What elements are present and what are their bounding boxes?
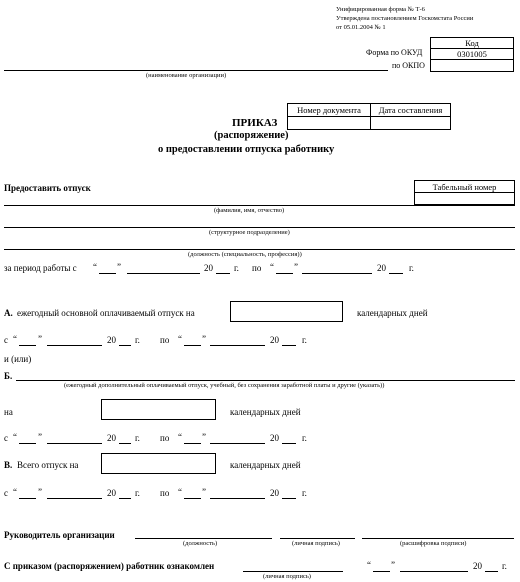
ack-year-suffix: г. (502, 561, 507, 571)
head-signature-line[interactable] (280, 538, 355, 539)
approved-line: Утверждена постановлением Госкомстата России (336, 15, 474, 22)
head-position-line[interactable] (135, 538, 272, 539)
head-decoding-line[interactable] (362, 538, 514, 539)
section-b-from-year-suffix: г. (135, 433, 140, 443)
ack-year-prefix: 20 (473, 561, 482, 571)
section-v-from-quote-close: ” (38, 487, 42, 497)
doc-number-label: Номер документа (297, 105, 361, 115)
order-title: ПРИКАЗ (232, 117, 278, 129)
head-decoding-caption: (расшифровка подписи) (400, 540, 467, 547)
organization-line[interactable] (4, 70, 388, 71)
section-v-to-label: по (160, 488, 170, 498)
head-of-organization-label: Руководитель организации (4, 530, 115, 540)
period-from-month-line[interactable] (127, 273, 200, 274)
section-a-to-quote-close: ” (202, 334, 206, 344)
code-label: Код (465, 38, 479, 48)
period-to-label: по (252, 263, 262, 273)
section-a-from-quote-close: ” (38, 334, 42, 344)
doc-date-field[interactable] (370, 116, 451, 130)
fio-caption: (фамилия, имя, отчество) (214, 207, 285, 214)
section-b-from-label: с (4, 433, 8, 443)
section-a-to-quote-open: “ (178, 334, 182, 344)
doc-date-label: Дата составления (378, 105, 443, 115)
section-b-leave-type-line[interactable] (16, 380, 515, 381)
period-to-year-prefix: 20 (377, 263, 386, 273)
section-v-from-month-line[interactable] (47, 498, 102, 499)
section-v-to-year-prefix: 20 (270, 488, 279, 498)
section-v-days-label: календарных дней (230, 460, 301, 470)
period-to-month-line[interactable] (302, 273, 372, 274)
section-b-days-label: календарных дней (230, 407, 301, 417)
ack-month-line[interactable] (400, 571, 468, 572)
fio-line[interactable] (4, 205, 515, 206)
section-v-to-quote-close: ” (202, 487, 206, 497)
okpo-cell[interactable] (430, 59, 514, 72)
section-a-days-box[interactable] (230, 301, 343, 322)
doc-number-header (287, 103, 371, 117)
work-period-label: за период работы с (4, 263, 77, 273)
okud-value: 0301005 (457, 49, 487, 59)
section-v-to-day-line[interactable] (184, 498, 201, 499)
period-to-year-suffix: г. (409, 263, 414, 273)
head-signature-caption: (личная подпись) (292, 540, 340, 547)
section-v-from-quote-open: “ (13, 487, 17, 497)
section-v-from-year-line[interactable] (119, 498, 131, 499)
section-v-from-label: с (4, 488, 8, 498)
head-position-caption: (должность) (183, 540, 218, 547)
order-subtitle: (распоряжение) (214, 130, 289, 141)
section-a-from-day-line[interactable] (19, 345, 36, 346)
period-from-year-prefix: 20 (204, 263, 213, 273)
position-line[interactable] (4, 249, 515, 250)
section-b-from-quote-close: ” (38, 432, 42, 442)
okpo-label: по ОКПО (392, 61, 425, 70)
section-b-label: Б. (4, 371, 13, 381)
section-a-from-year-prefix: 20 (107, 335, 116, 345)
section-v-text: Всего отпуск на (17, 460, 79, 470)
section-b-days-box[interactable] (101, 399, 216, 420)
section-v-to-year-suffix: г. (302, 488, 307, 498)
grant-leave-label: Предоставить отпуск (4, 183, 91, 193)
period-from-year-line[interactable] (216, 273, 230, 274)
tab-number-field[interactable] (414, 192, 515, 205)
section-b-from-year-line[interactable] (119, 443, 131, 444)
ack-year-line[interactable] (485, 571, 498, 572)
section-v-to-quote-open: “ (178, 487, 182, 497)
section-b-to-quote-close: ” (202, 432, 206, 442)
ack-quote-open: “ (367, 560, 371, 570)
section-a-text: ежегодный основной оплачиваемый отпуск на (17, 308, 195, 318)
section-b-to-year-prefix: 20 (270, 433, 279, 443)
section-v-from-day-line[interactable] (19, 498, 36, 499)
section-b-from-day-line[interactable] (19, 443, 36, 444)
section-a-from-year-suffix: г. (135, 335, 140, 345)
period-from-year-suffix: г. (234, 263, 239, 273)
section-b-caption: (ежегодный дополнительный оплачиваемый отпуск, учебный, без сохранения заработной платы и другие (указать)) (64, 382, 385, 389)
period-from-day-line[interactable] (99, 273, 116, 274)
period-to-year-line[interactable] (389, 273, 403, 274)
section-b-to-label: по (160, 433, 170, 443)
department-line[interactable] (4, 227, 515, 228)
section-b-from-month-line[interactable] (47, 443, 102, 444)
section-a-from-month-line[interactable] (47, 345, 102, 346)
position-caption: (должность (специальность, профессия)) (188, 251, 302, 258)
section-b-to-day-line[interactable] (184, 443, 201, 444)
section-b-to-year-suffix: г. (302, 433, 307, 443)
section-b-from-year-prefix: 20 (107, 433, 116, 443)
section-a-to-year-line[interactable] (282, 345, 296, 346)
ack-day-line[interactable] (373, 571, 390, 572)
section-b-from-quote-open: “ (13, 432, 17, 442)
organization-caption: (наименование организации) (146, 72, 227, 79)
decree-date-line: от 05.01.2004 № 1 (336, 24, 386, 31)
section-v-to-year-line[interactable] (282, 498, 296, 499)
section-a-to-year-suffix: г. (302, 335, 307, 345)
period-to-quote-open: “ (270, 262, 274, 272)
department-caption: (структурное подразделение) (209, 229, 290, 236)
acquainted-label: С приказом (распоряжением) работник ознакомлен (4, 561, 215, 571)
section-v-days-box[interactable] (101, 453, 216, 474)
section-v-from-year-suffix: г. (135, 488, 140, 498)
employee-signature-line[interactable] (243, 571, 343, 572)
section-a-to-year-prefix: 20 (270, 335, 279, 345)
section-a-to-month-line[interactable] (210, 345, 265, 346)
section-a-label: А. (4, 308, 13, 318)
and-or-label: и (или) (4, 354, 32, 364)
period-to-day-line[interactable] (276, 273, 293, 274)
section-a-from-quote-open: “ (13, 334, 17, 344)
doc-number-field[interactable] (287, 116, 371, 130)
section-a-from-label: с (4, 335, 8, 345)
section-v-from-year-prefix: 20 (107, 488, 116, 498)
section-b-to-quote-open: “ (178, 432, 182, 442)
section-b-to-year-line[interactable] (282, 443, 296, 444)
section-v-label: В. (4, 460, 13, 470)
period-from-quote-open: “ (93, 262, 97, 272)
okud-label: Форма по ОКУД (366, 48, 423, 57)
section-a-to-day-line[interactable] (184, 345, 201, 346)
section-a-to-label: по (160, 335, 170, 345)
order-purpose: о предоставлении отпуска работнику (158, 144, 335, 155)
tab-number-label: Табельный номер (432, 181, 497, 192)
section-a-days-label: календарных дней (357, 308, 428, 318)
ack-quote-close: ” (391, 560, 395, 570)
section-a-from-year-line[interactable] (119, 345, 131, 346)
doc-date-header (370, 103, 451, 117)
section-b-on-label: на (4, 407, 13, 417)
employee-signature-caption: (личная подпись) (263, 573, 311, 580)
form-code-line: Унифицированная форма № Т-6 (336, 6, 425, 13)
period-to-quote-close: ” (294, 262, 298, 272)
period-from-quote-close: ” (117, 262, 121, 272)
section-b-to-month-line[interactable] (210, 443, 265, 444)
section-v-to-month-line[interactable] (210, 498, 265, 499)
